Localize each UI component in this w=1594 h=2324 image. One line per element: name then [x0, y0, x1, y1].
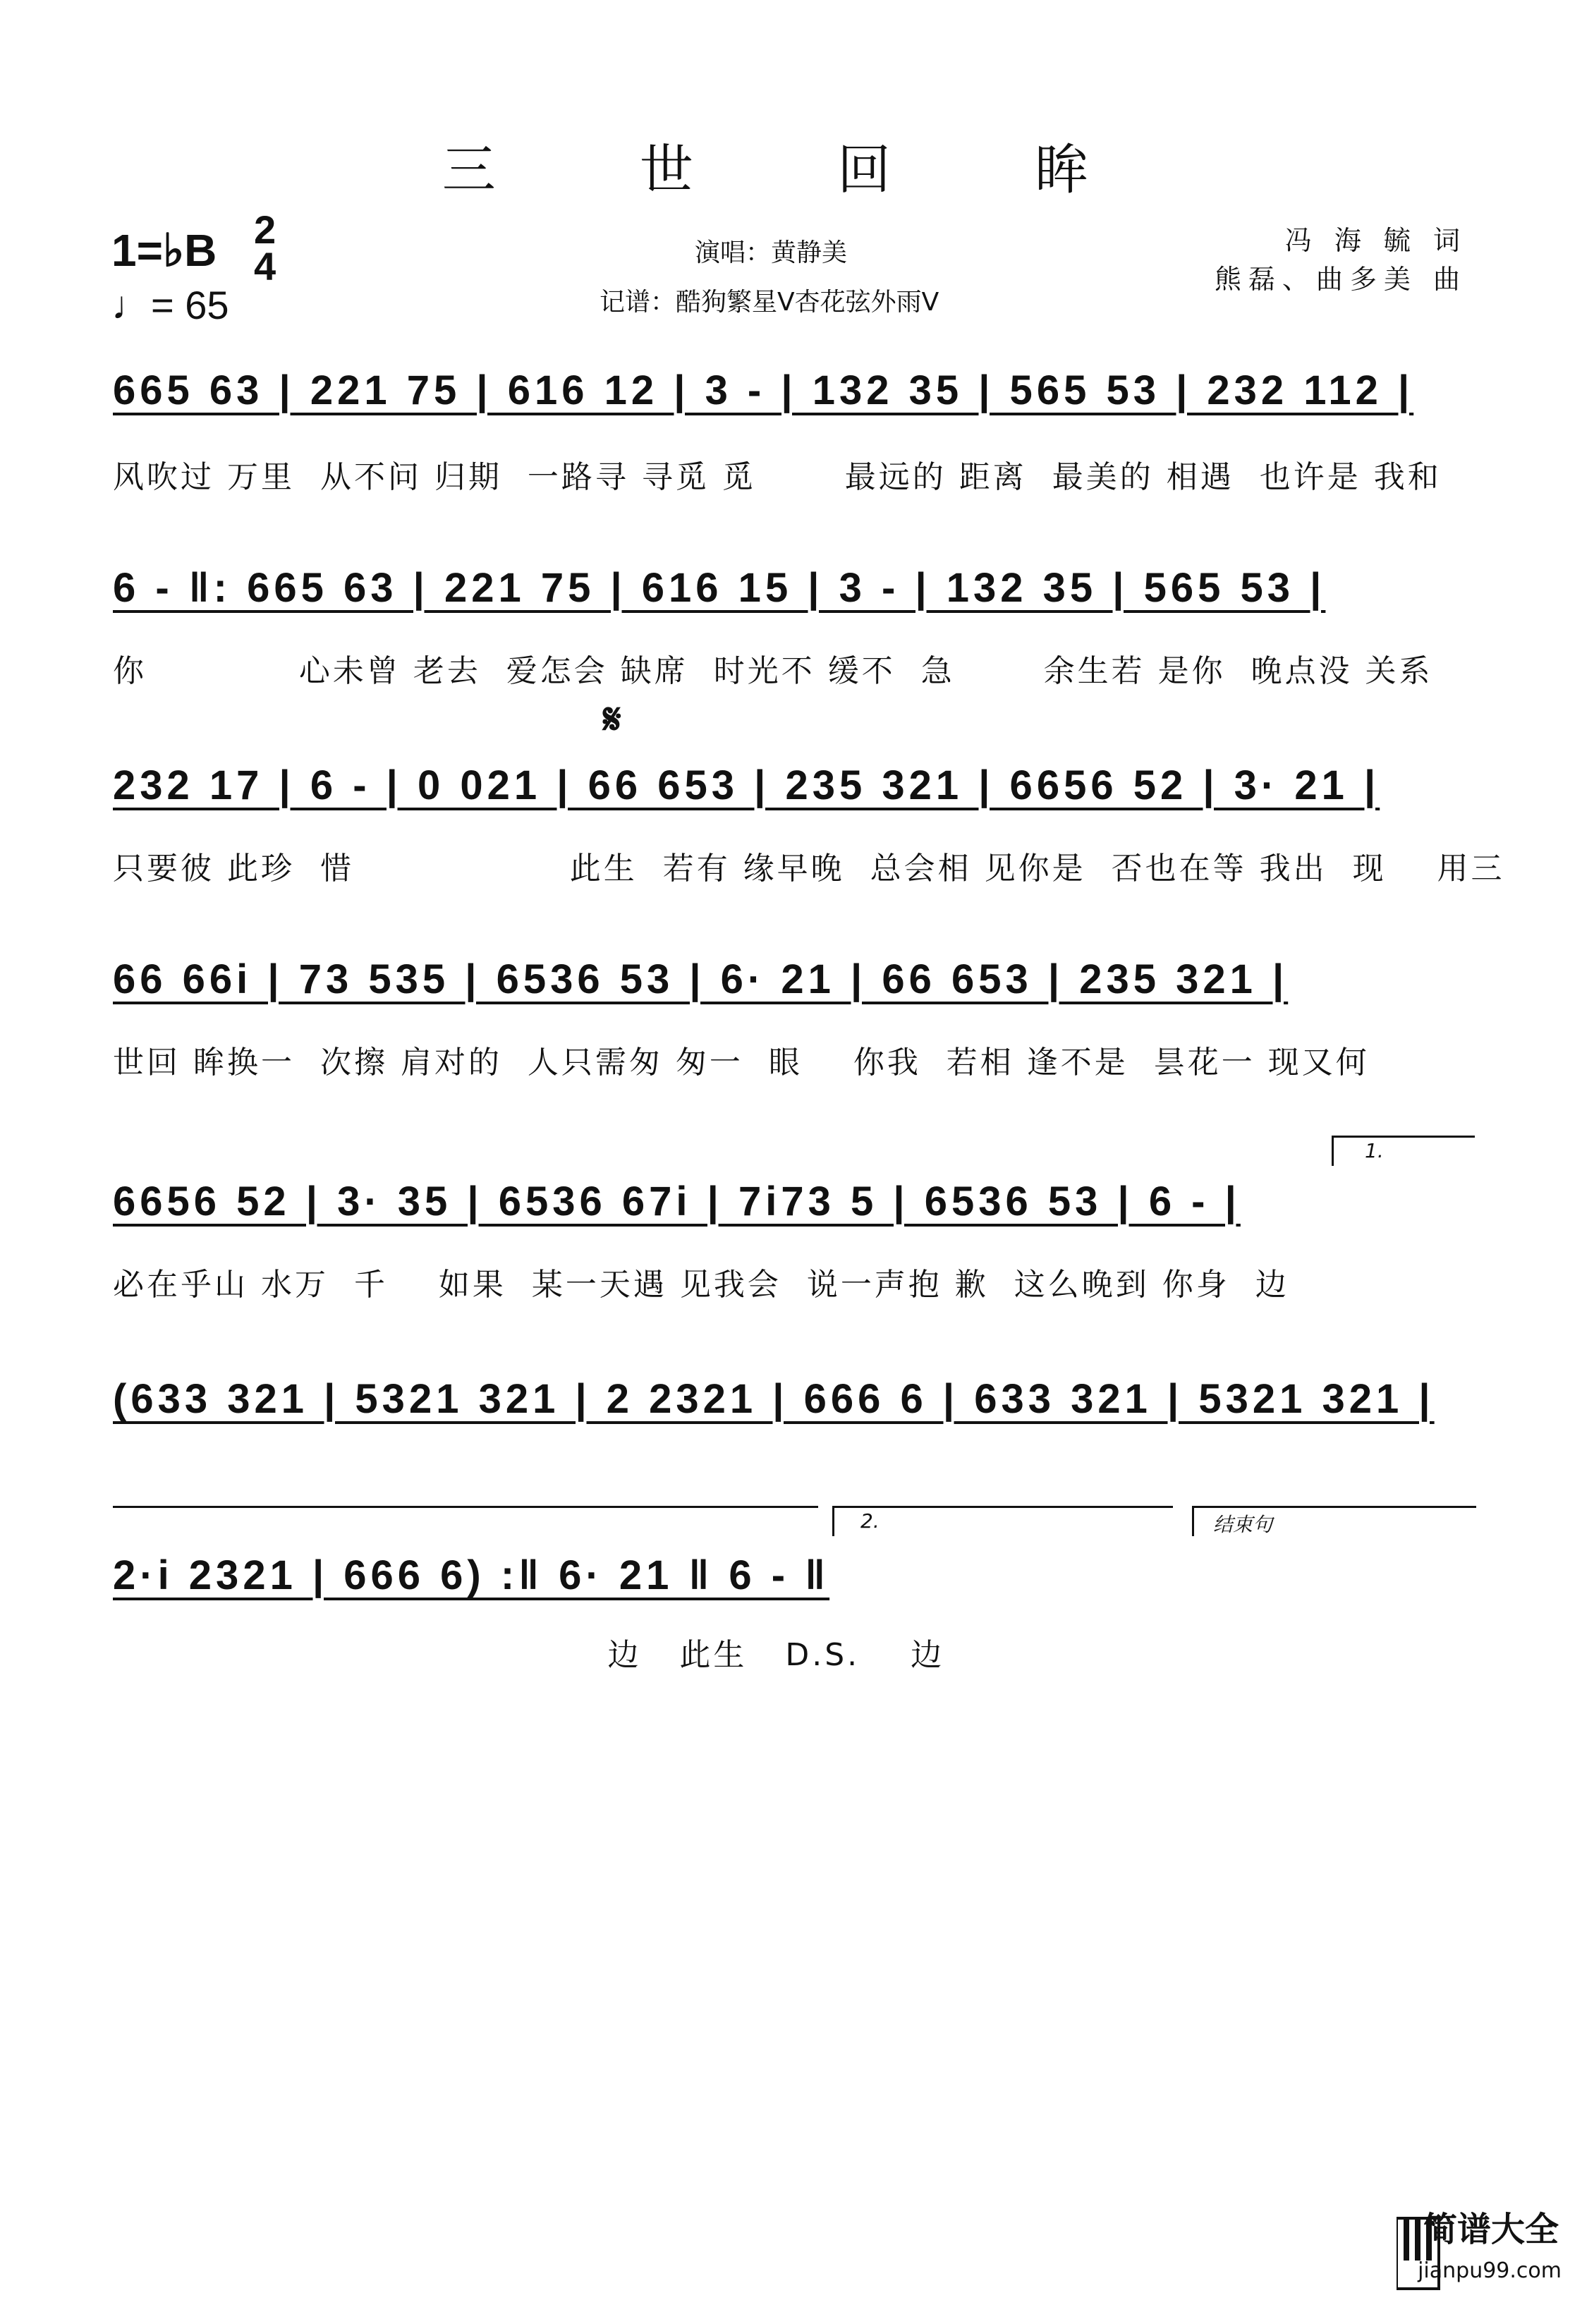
final-ending-label: 结束句	[1213, 1513, 1273, 1536]
lyrics-line-4: 世回 眸换一 次擦 肩对的 人只需匆 匆一 眼 你我 若相 逢不是 昙花一 现又何	[113, 1045, 1370, 1081]
lyrics-line-3: 只要彼 此珍 惜 此生 若有 缘早晚 总会相 见你是 否也在等 我出 现 用三	[113, 851, 1505, 887]
brand-url: jianpu99.com	[1418, 2258, 1562, 2283]
lyricist-credit: 冯 海 毓 词	[1284, 225, 1467, 256]
page-title: 三 世 回 眸	[442, 138, 1152, 201]
transcriber-credit: 记谱：酷狗繁星V杏花弦外雨V	[600, 288, 939, 317]
notation-line-4: 66 66i | 73 535 | 6536 53 | 6· 21 | 66 653 | 235 321 |	[113, 956, 1289, 1002]
notation-line-6: (633 321 | 5321 321 | 2 2321 | 666 6 | 633 321 | 5321 321 |	[113, 1376, 1435, 1422]
first-ending-label: 1.	[1365, 1139, 1384, 1162]
meter-bottom: 4	[254, 244, 276, 288]
brand-name: 简谱大全	[1423, 2210, 1559, 2249]
tempo-marking: ♩= 65	[111, 283, 229, 327]
key-signature: 1=♭B	[111, 225, 217, 276]
time-signature	[254, 207, 276, 288]
first-ending-bracket	[1332, 1136, 1475, 1166]
singer-credit: 演唱：黄静美	[695, 238, 848, 267]
second-ending-label: 2.	[860, 1509, 880, 1533]
segno-sign: 𝄋	[603, 695, 621, 744]
notation-line-5: 6656 52 | 3· 35 | 6536 67i | 7i73 5 | 6536 53 | 6 - |	[113, 1179, 1241, 1224]
notation-line-7: 2·i 2321 | 666 6) :‖ 6· 21 ‖ 6 - ‖	[113, 1552, 830, 1598]
repeat-top-line	[113, 1506, 818, 1536]
lyrics-line-5: 必在乎山 水万 千 如果 某一天遇 见我会 说一声抱 歉 这么晚到 你身 边	[113, 1267, 1289, 1303]
lyrics-line-2: 你 心未曾 老去 爱怎会 缺席 时光不 缓不 急 余生若 是你 晚点没 关系	[113, 653, 1433, 689]
composer-credit: 熊磊、曲多美 曲	[1214, 264, 1467, 295]
second-ending-bracket	[832, 1506, 1173, 1536]
notation-line-3: 232 17 | 6 - | 0 021 | 66 653 | 235 321 | 6656 52 | 3· 21 |	[113, 762, 1380, 808]
notation-line-1: 665 63 | 221 75 | 616 12 | 3 - | 132 35 | 565 53 | 232 112 |	[113, 367, 1414, 413]
lyrics-line-1: 风吹过 万里 从不问 归期 一路寻 寻觅 觅 最远的 距离 最美的 相遇 也许是 我和	[113, 459, 1442, 495]
notation-line-2: 6 - ‖: 665 63 | 221 75 | 616 15 | 3 - | 132 35 | 565 53 |	[113, 565, 1326, 611]
meter-top: 2	[254, 207, 276, 252]
lyrics-line-7: 边 此生 D.S. 边	[113, 1637, 945, 1673]
